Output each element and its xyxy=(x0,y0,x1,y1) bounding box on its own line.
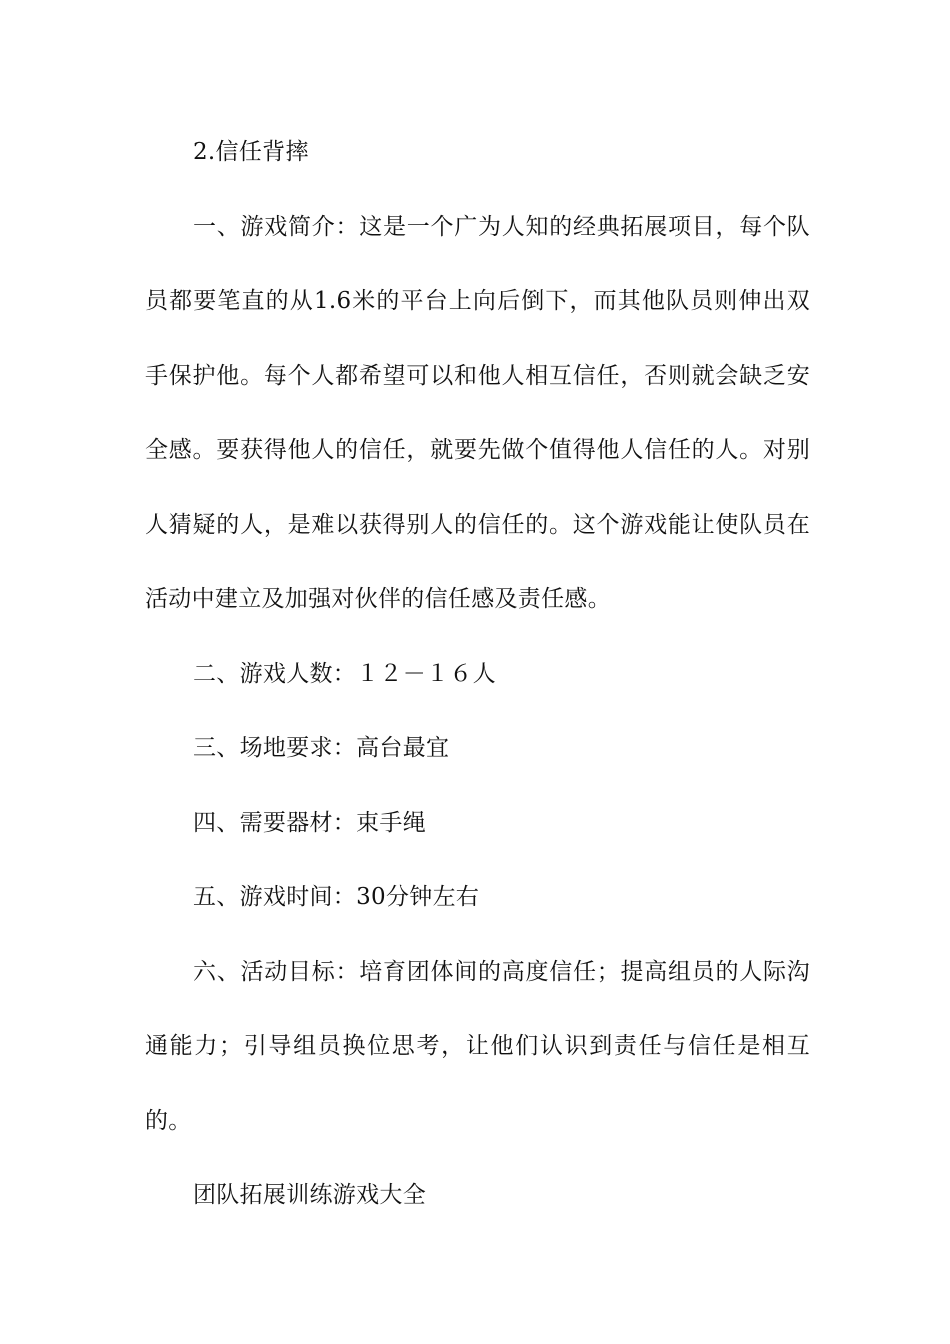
paragraph-venue: 三、场地要求：高台最宜 xyxy=(193,735,450,761)
paragraph-equipment: 四、需要器材：束手绳 xyxy=(193,809,426,836)
paragraph-goals: 六、活动目标：培育团体间的高度信任；提高组员的人际沟通能力；引导组员换位思考，让他们认识到责任与信任是相互的。 xyxy=(145,958,810,1134)
footer-title: 团队拓展训练游戏大全 xyxy=(193,1182,426,1208)
section-title: 2.信任背摔 xyxy=(193,139,309,165)
paragraph-time: 五、游戏时间：30分钟左右 xyxy=(193,884,480,910)
paragraph-players: 二、游戏人数：１２－１６人 xyxy=(193,660,496,687)
paragraph-intro: 一、游戏简介：这是一个广为人知的经典拓展项目，每个队员都要笔直的从1.6米的平台上向后倒下，而其他队员则伸出双手保护他。每个人都希望可以和他人相互信任，否则就会缺乏安全感。要获得他人的信任，就要先做个值得他人信任的人。对别人猜疑的人，是难以获得别人的信任的。这个游戏能让使队员在活动中建立及加强对伙伴的信任感及责任感。 xyxy=(145,213,810,612)
document-body xyxy=(145,115,810,1233)
